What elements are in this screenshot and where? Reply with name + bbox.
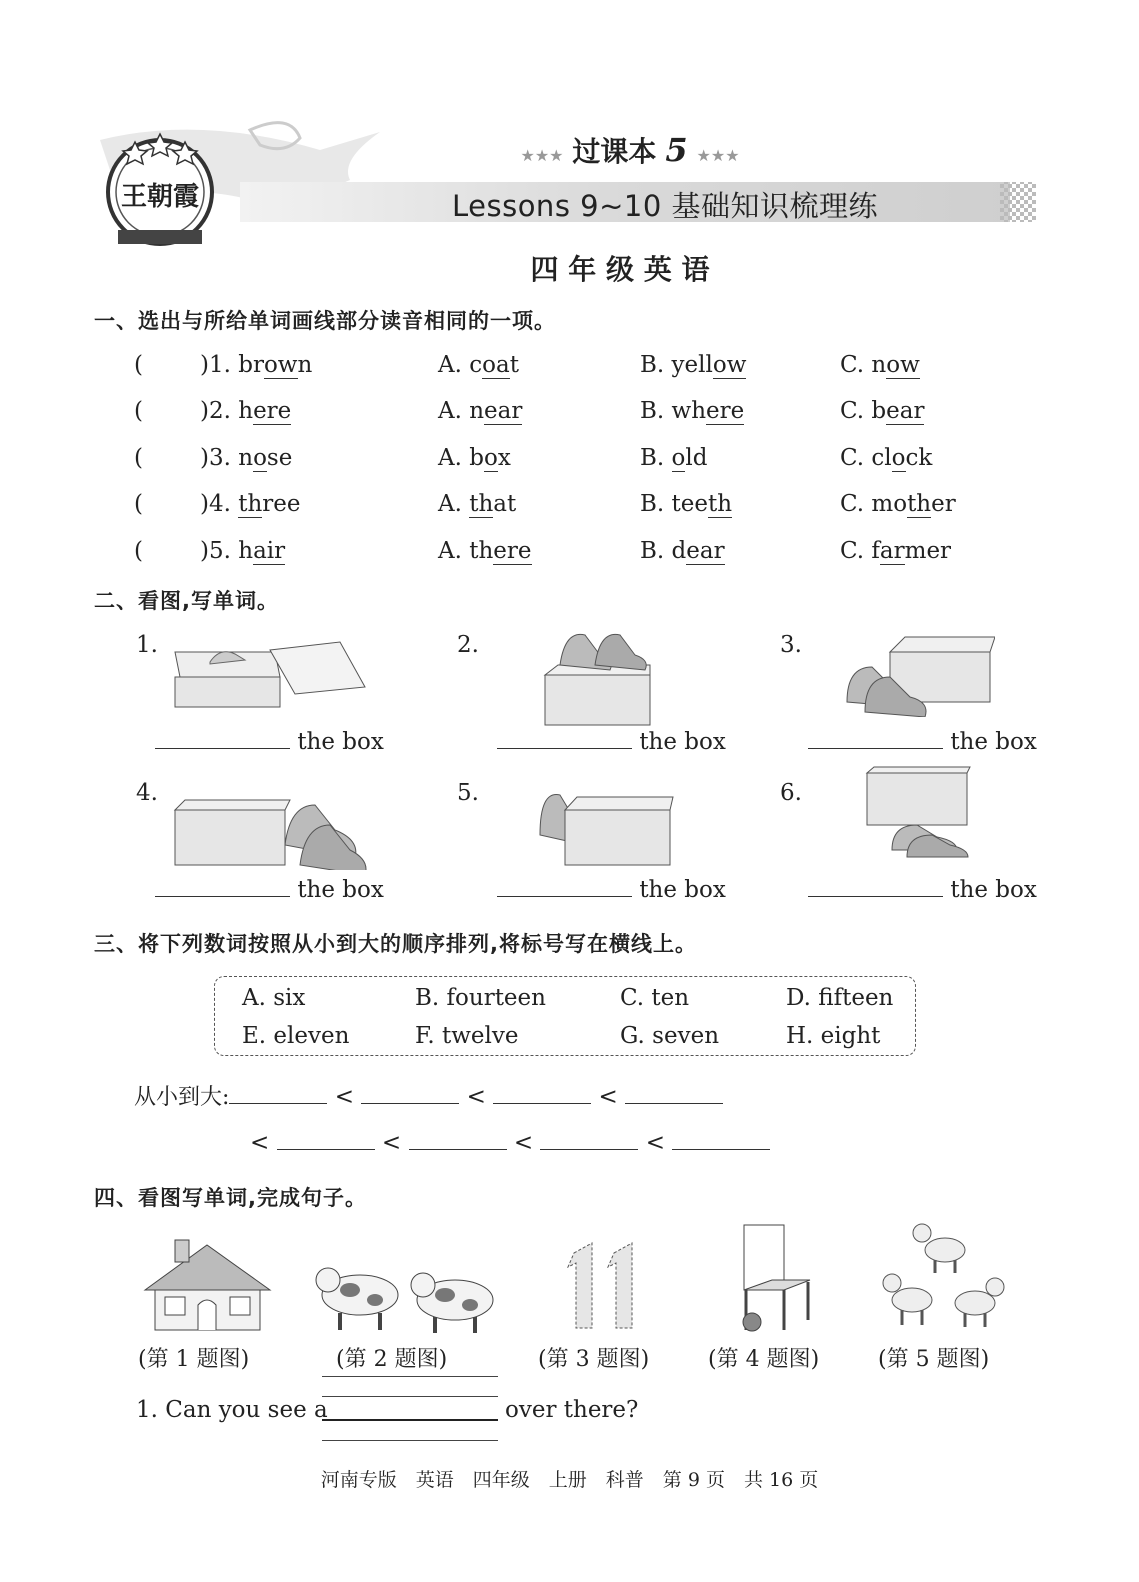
horses-picture: [880, 1215, 1005, 1335]
picture-caption: (第 1 题图): [138, 1347, 250, 1372]
picture-caption: (第 2 题图): [336, 1347, 448, 1372]
chair-picture: [732, 1220, 822, 1335]
stars-right: ★★★: [696, 146, 740, 165]
number-eleven-picture: [562, 1238, 647, 1333]
word-part: B.: [640, 445, 672, 471]
option-c: [840, 445, 932, 471]
word-part: h: [238, 538, 254, 564]
word-part: C. mo: [840, 491, 908, 517]
word-part: se: [266, 445, 293, 471]
word-part: br: [238, 352, 264, 378]
underlined-part: ear: [484, 398, 523, 424]
answer-bracket[interactable]: (: [134, 352, 143, 378]
order-blank[interactable]: [540, 1149, 638, 1150]
option-a: [438, 491, 516, 517]
underlined-part: o: [253, 445, 267, 471]
order-blank[interactable]: [672, 1149, 770, 1150]
option: F. twelve: [415, 1023, 519, 1049]
word-part: er: [931, 491, 956, 517]
item-suffix: the box: [639, 729, 726, 755]
word-part: A. th: [438, 538, 494, 564]
order-row-1: [134, 1080, 723, 1111]
option-b: [640, 538, 725, 564]
question-number: )4.: [200, 491, 239, 517]
answer-blank[interactable]: [497, 896, 632, 897]
order-label: 从小到大:: [134, 1085, 230, 1110]
logo-text: 王朝霞: [120, 182, 199, 212]
underlined-part: oa: [482, 352, 510, 378]
answer-blank[interactable]: [808, 896, 943, 897]
answer-bracket[interactable]: (: [134, 491, 143, 517]
option: C. ten: [620, 985, 690, 1011]
picture-caption: (第 5 题图): [878, 1347, 990, 1372]
order-row-2: [250, 1130, 770, 1156]
option: A. six: [242, 985, 306, 1011]
answer-blank[interactable]: [497, 748, 632, 749]
item-suffix: the box: [950, 877, 1037, 903]
question-word: [200, 352, 312, 378]
word-part: C. b: [840, 398, 887, 424]
shoes-in-box-picture: [170, 632, 370, 712]
word-part: x: [497, 445, 511, 471]
answer-row: [155, 877, 384, 903]
option-a: [438, 352, 519, 378]
underlined-part: th: [708, 491, 733, 517]
order-blank[interactable]: [277, 1149, 375, 1150]
order-blank[interactable]: [361, 1103, 459, 1104]
question-word: [200, 398, 291, 424]
underlined-part: th: [238, 491, 263, 517]
answer-bracket[interactable]: (: [134, 445, 143, 471]
underlined-part: ere: [706, 398, 745, 424]
section1-heading: 一、选出与所给单词画线部分读音相同的一项。: [94, 309, 556, 333]
option-c: [840, 398, 924, 424]
item-number: 2.: [457, 632, 479, 658]
option: G. seven: [620, 1023, 720, 1049]
option-b: [640, 491, 732, 517]
word-part: ck: [905, 445, 933, 471]
word-part: at: [493, 491, 517, 517]
lt-sign: <: [466, 1084, 486, 1110]
answer-blank[interactable]: [808, 748, 943, 749]
series-label: 过课本: [572, 135, 657, 168]
word-part: mer: [904, 538, 952, 564]
shoes-near-box-picture: [845, 632, 995, 717]
shoes-beside-box-picture: [170, 795, 370, 870]
question-number: )1.: [200, 352, 239, 378]
word-part: n: [238, 445, 254, 471]
lt-sign: <: [381, 1130, 402, 1156]
section2-heading: 二、看图,写单词。: [94, 589, 279, 613]
word-part: B. tee: [640, 491, 708, 517]
q1-prefix: 1. Can you see a: [136, 1397, 328, 1423]
page-title: Lessons 9~10 基础知识梳理练: [451, 189, 879, 223]
question-number: )2.: [200, 398, 239, 424]
word-part: A. c: [438, 352, 483, 378]
order-blank[interactable]: [625, 1103, 723, 1104]
option-a: [438, 445, 511, 471]
word-part: h: [238, 398, 254, 424]
order-blank[interactable]: [493, 1103, 591, 1104]
header-banner: [80, 120, 1040, 260]
shoes-behind-box-picture: [535, 785, 675, 870]
page-footer: 河南专版 英语 四年级 上册 科普 第 9 页 共 16 页: [320, 1469, 819, 1491]
item-number: 3.: [780, 632, 802, 658]
answer-row: [155, 729, 384, 755]
option-a: [438, 538, 532, 564]
q1-answer-blank[interactable]: [322, 1396, 498, 1418]
word-part: C. cl: [840, 445, 892, 471]
question-word: [200, 491, 301, 517]
item-suffix: the box: [297, 877, 384, 903]
shoes-on-box-picture: [540, 625, 660, 730]
order-blank[interactable]: [229, 1103, 327, 1104]
item-suffix: the box: [297, 729, 384, 755]
shoes-under-box-picture: [862, 765, 972, 860]
option: H. eight: [786, 1023, 881, 1049]
option-b: [640, 445, 707, 471]
question-number: )3.: [200, 445, 239, 471]
word-part: A.: [438, 491, 470, 517]
lt-sign: <: [250, 1130, 270, 1156]
word-part: B. wh: [640, 398, 707, 424]
order-blank[interactable]: [409, 1149, 507, 1150]
option-b: [640, 398, 744, 424]
underlined-part: ow: [886, 352, 920, 378]
option-a: [438, 398, 522, 424]
picture-caption: (第 3 题图): [538, 1347, 650, 1372]
underlined-part: ere: [253, 398, 292, 424]
item-suffix: the box: [639, 877, 726, 903]
option-c: [840, 352, 920, 378]
item-number: 1.: [136, 632, 158, 658]
item-number: 6.: [780, 780, 802, 806]
lt-sign: <: [598, 1084, 618, 1110]
answer-row: [497, 729, 726, 755]
question-word: [200, 538, 285, 564]
option: D. fifteen: [786, 985, 894, 1011]
answer-blank[interactable]: [155, 896, 290, 897]
house-picture: [140, 1235, 275, 1335]
underlined-part: air: [253, 538, 286, 564]
underlined-part: ere: [493, 538, 532, 564]
series-title: [500, 130, 760, 170]
brand-logo: [100, 130, 220, 250]
underlined-part: th: [907, 491, 932, 517]
underlined-part: o: [483, 445, 498, 471]
word-part: B. d: [640, 538, 687, 564]
section3-heading: 三、将下列数词按照从小到大的顺序排列,将标号写在横线上。: [94, 932, 697, 956]
section4-heading: 四、看图写单词,完成句子。: [94, 1186, 367, 1210]
answer-row: [497, 877, 726, 903]
stars-left: ★★★: [520, 146, 564, 165]
option: E. eleven: [242, 1023, 350, 1049]
question-number: )5.: [200, 538, 239, 564]
item-suffix: the box: [950, 729, 1037, 755]
option-c: [840, 538, 951, 564]
word-part: C. n: [840, 352, 887, 378]
answer-row: [808, 729, 1037, 755]
word-part: A. b: [438, 445, 484, 471]
underlined-part: o: [891, 445, 906, 471]
item-number: 4.: [136, 780, 158, 806]
page-subtitle: 四 年 级 英 语: [530, 253, 710, 286]
answer-bracket[interactable]: (: [134, 398, 143, 424]
series-number: 5: [665, 131, 688, 169]
item-number: 5.: [457, 780, 479, 806]
word-part: ree: [262, 491, 301, 517]
word-part: A. n: [438, 398, 485, 424]
picture-caption: (第 4 题图): [708, 1347, 820, 1372]
word-part: B. yell: [640, 352, 713, 378]
option: B. fourteen: [415, 985, 546, 1011]
word-part: C. f: [840, 538, 880, 564]
word-part: ld: [685, 445, 708, 471]
underlined-part: ow: [263, 352, 298, 378]
underlined-part: th: [469, 491, 494, 517]
lt-sign: <: [645, 1130, 665, 1156]
underlined-part: ear: [686, 538, 725, 564]
underlined-part: o: [671, 445, 686, 471]
word-part: n: [297, 352, 313, 378]
answer-bracket[interactable]: (: [134, 538, 143, 564]
underlined-part: ar: [879, 538, 905, 564]
question-word: [200, 445, 292, 471]
lt-sign: <: [334, 1084, 355, 1110]
answer-blank[interactable]: [155, 748, 290, 749]
cows-picture: [310, 1255, 505, 1335]
word-part: t: [509, 352, 519, 378]
underlined-part: ow: [712, 352, 747, 378]
underlined-part: ear: [886, 398, 925, 424]
option-c: [840, 491, 956, 517]
answer-row: [808, 877, 1037, 903]
lt-sign: <: [513, 1130, 534, 1156]
option-b: [640, 352, 746, 378]
q1-suffix: over there?: [505, 1397, 639, 1423]
